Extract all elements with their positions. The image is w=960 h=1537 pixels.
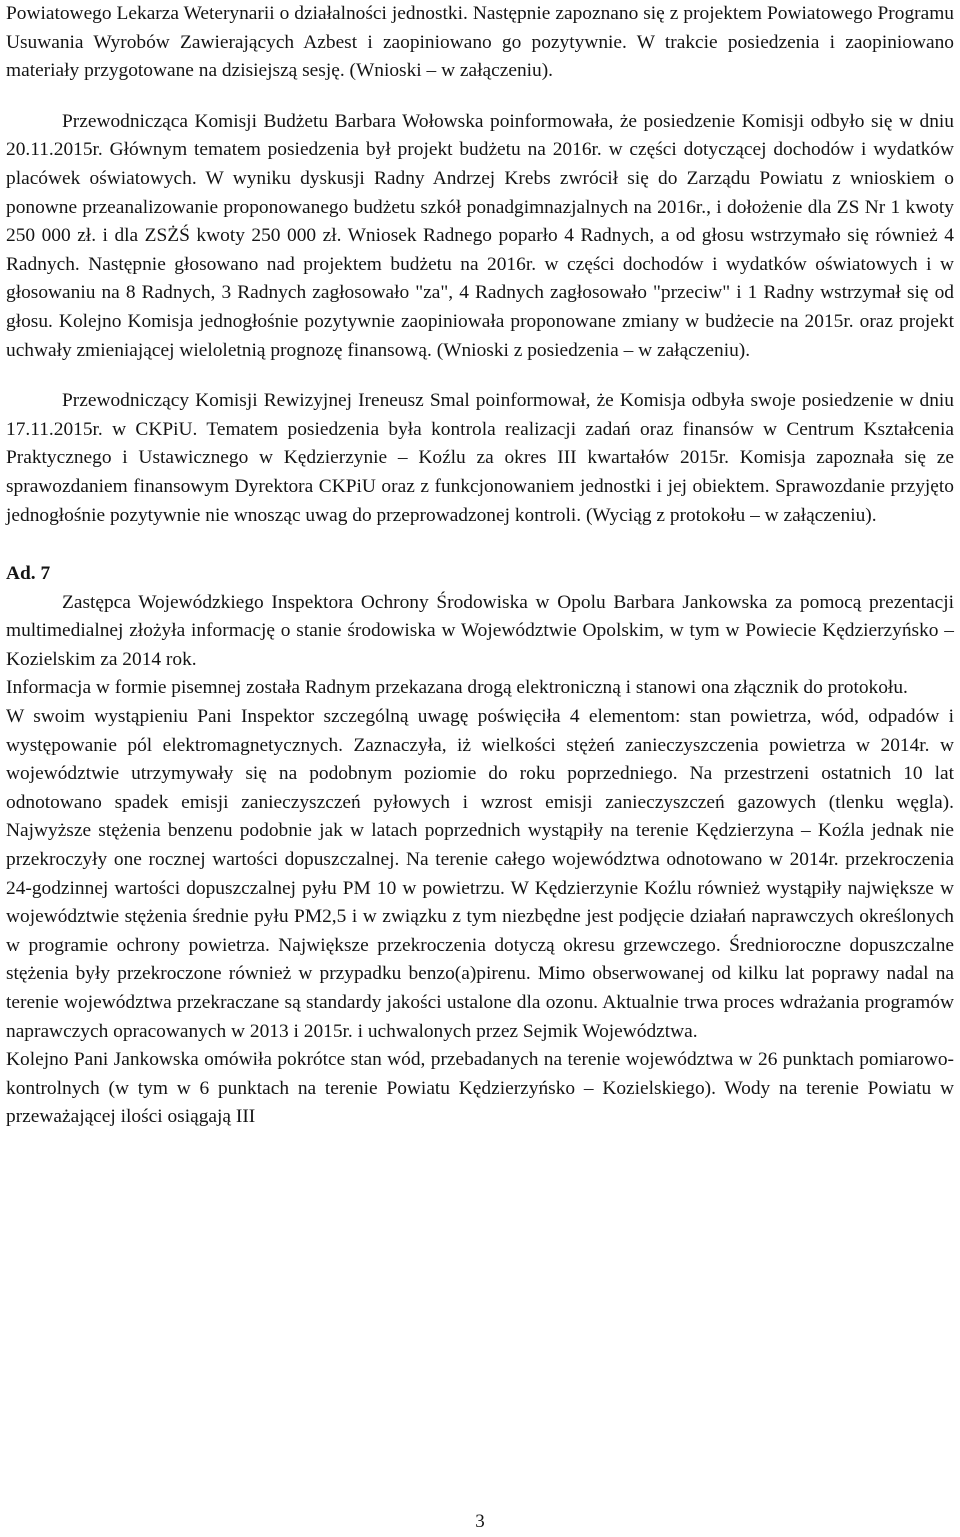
paragraph-veterinary-report: Powiatowego Lekarza Weterynarii o działalności jednostki. Następnie zapoznano się z projektem Powiatowego Programu Usuwania Wyrobów Zawierających Azbest i zaopiniowano go pozytywnie. W trakcie posiedzenia i zaopiniowano materiały przygotowane na dzisiejszą sesję. (Wnioski – w załączeniu).: [6, 3, 954, 82]
paragraph-inspector-presentation: Zastępca Wojewódzkiego Inspektora Ochrony Środowiska w Opolu Barbara Jankowska za pomocą prezentacji multimedialnej złożyła informację o stanie środowiska w Województwie Opolskim, w tym w Powiecie Kędzierzyńsko – Kozielskim za 2014 rok.: [6, 591, 954, 670]
section-heading: Ad. 7: [6, 563, 51, 585]
paragraph-water-status: Kolejno Pani Jankowska omówiła pokrótce stan wód, przebadanych na terenie województwa w 26 punktach pomiarowo-kontrolnych (w tym w 6 punktach na terenie Powiatu Kędzierzyńsko – Kozielskiego). Wody na terenie Powiatu w przeważającej ilości osiągają III: [6, 1049, 954, 1128]
paragraph-budget-committee: Przewodnicząca Komisji Budżetu Barbara Wołowska poinformowała, że posiedzenie Komisji odbyło się w dniu 20.11.2015r. Głównym tematem posiedzenia był projekt budżetu na 2016r. w części dotyczącej dochodów i wydatków placówek oświatowych. W wyniku dyskusji Radny Andrzej Krebs zwrócił się do Zarządu Powiatu z wnioskiem o ponowne przeanalizowanie proponowanego budżetu szkół ponadgimnazjalnych na 2016r., i dołożenie dla ZS Nr 1 kwoty 250 000 zł. i dla ZSŻŚ kwoty 250 000 zł. Wniosek Radnego poparło 4 Radnych, a od głosu wstrzymało się również 4 Radnych. Następnie głosowano nad projektem budżetu na 2016r. w części dochodów i wydatków oświatowych i w głosowaniu na 8 Radnych, 3 Radnych zagłosowało "za", 4 Radnych zagłosowało "przeciw" i 1 Radny wstrzymał się od głosu. Kolejno Komisja jednogłośnie pozytywnie zaopiniowała proponowane zmiany w budżecie na 2015r. oraz projekt uchwały zmieniającej wieloletnią prognozę finansową. (Wnioski z posiedzenia – w załączeniu).: [6, 110, 954, 361]
paragraph-spacer: [6, 365, 954, 387]
document-page: [6, 0, 954, 1132]
paragraph-spacer: [6, 86, 954, 108]
paragraph-written-information: Informacja w formie pisemnej została Radnym przekazana drogą elektroniczną i stanowi ona złącznik do protokołu.: [6, 677, 908, 699]
paragraph-audit-committee: Przewodniczący Komisji Rewizyjnej Ireneusz Smal poinformował, że Komisja odbyła swoje posiedzenie w dniu 17.11.2015r. w CKPiU. Tematem posiedzenia była kontrola realizacji zadań oraz finansów w Centrum Kształcenia Praktycznego i Ustawicznego w Kędzierzynie – Koźlu za okres III kwartałów 2015r. Komisja zapoznała się ze sprawozdaniem finansowym Dyrektora CKPiU oraz z funkcjonowaniem jednostki i jej obiektem. Sprawozdanie przyjęto jednogłośnie pozytywnie nie wnosząc uwag do przeprowadzonej kontroli. (Wyciąg z protokołu – w załączeniu).: [6, 390, 954, 526]
page-number: 3: [475, 1511, 485, 1532]
paragraph-air-quality: W swoim wystąpieniu Pani Inspektor szczególną uwagę poświęciła 4 elementom: stan powietrza, wód, odpadów i występowanie pól elektromagnetycznych. Zaznaczyła, iż wielkości stężeń zanieczyszczenia powietrza w 2014r. w województwie utrzymywały się na podobnym poziomie do roku poprzedniego. Na przestrzeni ostatnich 10 lat odnotowano spadek emisji zanieczyszczeń pyłowych i wzrost emisji zanieczyszczeń gazowych (tlenku węgla). Najwyższe stężenia benzenu podobnie jak w latach poprzednich wystąpiły na terenie Kędzierzyna – Koźla jednak nie przekroczyły one rocznej wartości dopuszczalnej. Na terenie całego województwa odnotowano w 2014r. przekroczenia 24-godzinnej wartości dopuszczalnej pyłu PM 10 w powietrzu. W Kędzierzynie Koźlu również wystąpiły największe w województwie stężenia średnie pyłu PM2,5 i w związku z tym niezbędne jest podjęcie działań naprawczych określonych w programie ochrony powietrza. Największe przekroczenia dotyczą okresu grzewczego. Średnioroczne dopuszczalne stężenia były przekroczone również w przypadku benzo(a)pirenu. Mimo obserwowanej od kilku lat poprawy nadal na terenie województwa przekraczane są standardy jakości ustalone dla ozonu. Aktualnie trwa proces wdrażania programów naprawczych opracowanych w 2013 i 2015r. i uchwalonych przez Sejmik Województwa.: [6, 706, 954, 1042]
section-spacer: [6, 530, 954, 560]
